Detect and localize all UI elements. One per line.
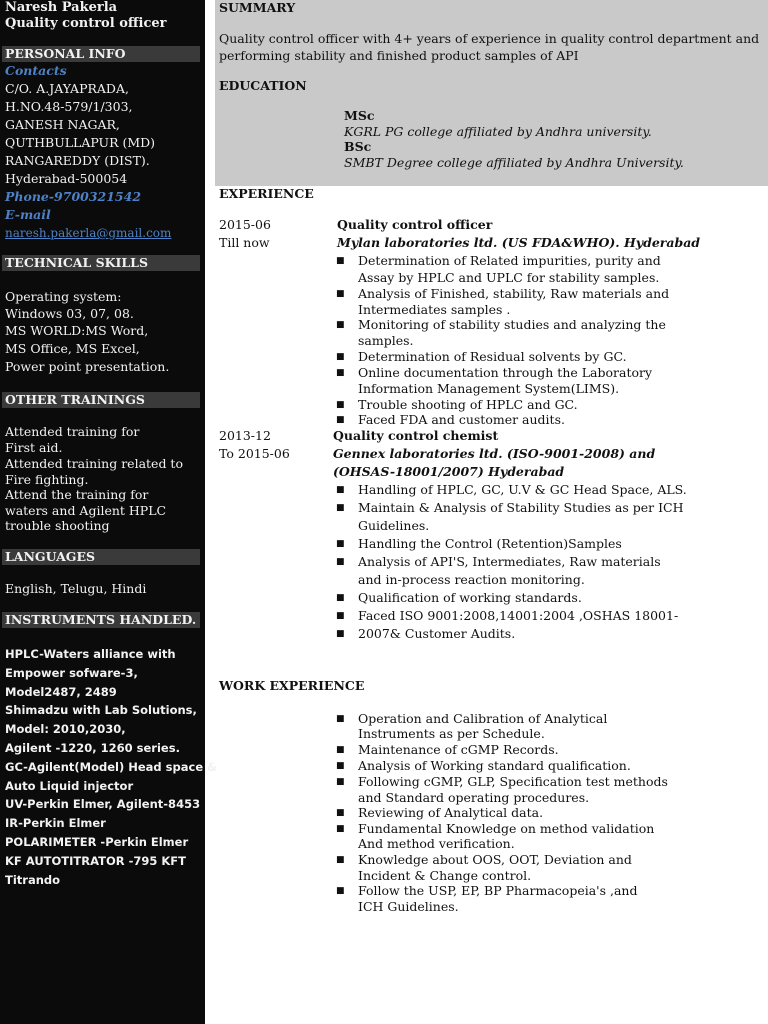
bullet-icon: ■ — [336, 400, 345, 410]
skill-line: Operating system: — [5, 289, 122, 304]
job-role: Quality control officer — [337, 217, 493, 232]
degree-college: SMBT Degree college affiliated by Andhra University. — [344, 155, 684, 170]
instrument-line: POLARIMETER -Perkin Elmer — [5, 835, 189, 849]
instruments-heading: INSTRUMENTS HANDLED. — [2, 612, 200, 628]
email-label: E-mail — [5, 207, 51, 222]
skill-line: MS Office, MS Excel, — [5, 341, 140, 356]
bullet-icon: ■ — [336, 256, 345, 266]
personal-info-heading: PERSONAL INFO — [2, 46, 200, 62]
bullet-icon: ■ — [336, 557, 345, 567]
instrument-line: Titrando — [5, 873, 61, 887]
languages-heading: LANGUAGES — [2, 549, 200, 565]
bullet-icon: ■ — [336, 745, 345, 755]
bullet-icon: ■ — [336, 352, 345, 362]
bullet-icon: ■ — [336, 777, 345, 787]
instrument-line: Auto Liquid injector — [5, 779, 134, 793]
languages-text: English, Telugu, Hindi — [5, 581, 147, 596]
bullet-icon: ■ — [336, 539, 345, 549]
sidebar — [0, 0, 218, 1024]
experience-heading: EXPERIENCE — [219, 186, 314, 201]
job-company: (OHSAS-18001/2007) Hyderabad — [333, 464, 565, 479]
address-line: RANGAREDDY (DIST). — [5, 153, 150, 168]
bullet-icon: ■ — [336, 629, 345, 639]
bullet-icon: ■ — [336, 320, 345, 330]
job-company: Mylan laboratories ltd. (US FDA&WHO). Hyderabad — [337, 235, 701, 250]
training-line: First aid. — [5, 440, 63, 455]
training-line: Attend the training for — [5, 487, 149, 502]
instrument-line: HPLC-Waters alliance with — [5, 647, 176, 661]
bullet-icon: ■ — [336, 714, 345, 724]
instrument-line: KF AUTOTITRATOR -795 KFT — [5, 854, 186, 868]
address-line: H.NO.48-579/1/303, — [5, 99, 133, 114]
instrument-line: Empower sofware-3, — [5, 666, 138, 680]
education-heading: EDUCATION — [219, 78, 307, 93]
training-line: Attended training for — [5, 424, 140, 439]
degree-name: BSc — [344, 139, 372, 154]
instrument-line: Model2487, 2489 — [5, 685, 117, 699]
bullet-icon: ■ — [336, 855, 345, 865]
job-date-from: 2013-12 — [219, 428, 271, 443]
skill-line: MS WORLD:MS Word, — [5, 323, 149, 338]
skill-line: Power point presentation. — [5, 359, 170, 374]
bullet-icon: ■ — [336, 368, 345, 378]
bullet-icon: ■ — [336, 485, 345, 495]
bullet-icon: ■ — [336, 611, 345, 621]
address-line: QUTHBULLAPUR (MD) — [5, 135, 156, 150]
instrument-line: Model: 2010,2030, — [5, 722, 126, 736]
summary-line: performing stability and finished product samples of API — [219, 48, 579, 63]
training-line: Attended training related to — [5, 456, 183, 471]
bullet-icon: ■ — [336, 886, 345, 896]
skill-line: Windows 03, 07, 08. — [5, 306, 134, 321]
job-date-to: Till now — [219, 235, 270, 250]
instrument-line: UV-Perkin Elmer, Agilent-8453 — [5, 797, 201, 811]
job-role: Quality control chemist — [333, 428, 499, 443]
summary-heading: SUMMARY — [219, 0, 296, 15]
bullet-icon: ■ — [336, 415, 345, 425]
bullet-icon: ■ — [336, 761, 345, 771]
job-date-from: 2015-06 — [219, 217, 271, 232]
degree-name: MSc — [344, 108, 375, 123]
bullet-icon: ■ — [336, 593, 345, 603]
bullet-icon: ■ — [336, 824, 345, 834]
technical-skills-heading: TECHNICAL SKILLS — [2, 255, 200, 271]
bullet-icon: ■ — [336, 503, 345, 513]
bullet-icon: ■ — [336, 808, 345, 818]
phone-number: Phone-9700321542 — [5, 189, 142, 204]
instrument-line: Shimadzu with Lab Solutions, — [5, 703, 197, 717]
instrument-line: Agilent -1220, 1260 series. — [5, 741, 180, 755]
training-line: trouble shooting — [5, 518, 110, 533]
address-line: GANESH NAGAR, — [5, 117, 120, 132]
job-date-to: To 2015-06 — [219, 446, 290, 461]
instrument-line: GC-Agilent(Model) Head space & — [5, 760, 218, 774]
contacts-label: Contacts — [5, 63, 67, 78]
address-line: Hyderabad-500054 — [5, 171, 128, 186]
candidate-title: Quality control officer — [5, 16, 167, 31]
candidate-name: Naresh Pakerla — [5, 0, 118, 15]
instrument-line: IR-Perkin Elmer — [5, 816, 106, 830]
other-trainings-heading: OTHER TRAININGS — [2, 392, 200, 408]
email-link[interactable]: naresh.pakerla@gmail.com — [5, 226, 172, 240]
summary-line: Quality control officer with 4+ years of experience in quality control department and — [219, 31, 760, 46]
training-line: waters and Agilent HPLC — [5, 503, 167, 518]
work-experience-heading: WORK EXPERIENCE — [219, 678, 365, 693]
address-line: C/O. A.JAYAPRADA, — [5, 81, 129, 96]
bullet-icon: ■ — [336, 289, 345, 299]
degree-college: KGRL PG college affiliated by Andhra university. — [344, 124, 652, 139]
training-line: Fire fighting. — [5, 472, 89, 487]
job-company: Gennex laboratories ltd. (ISO-9001-2008) and — [333, 446, 656, 461]
